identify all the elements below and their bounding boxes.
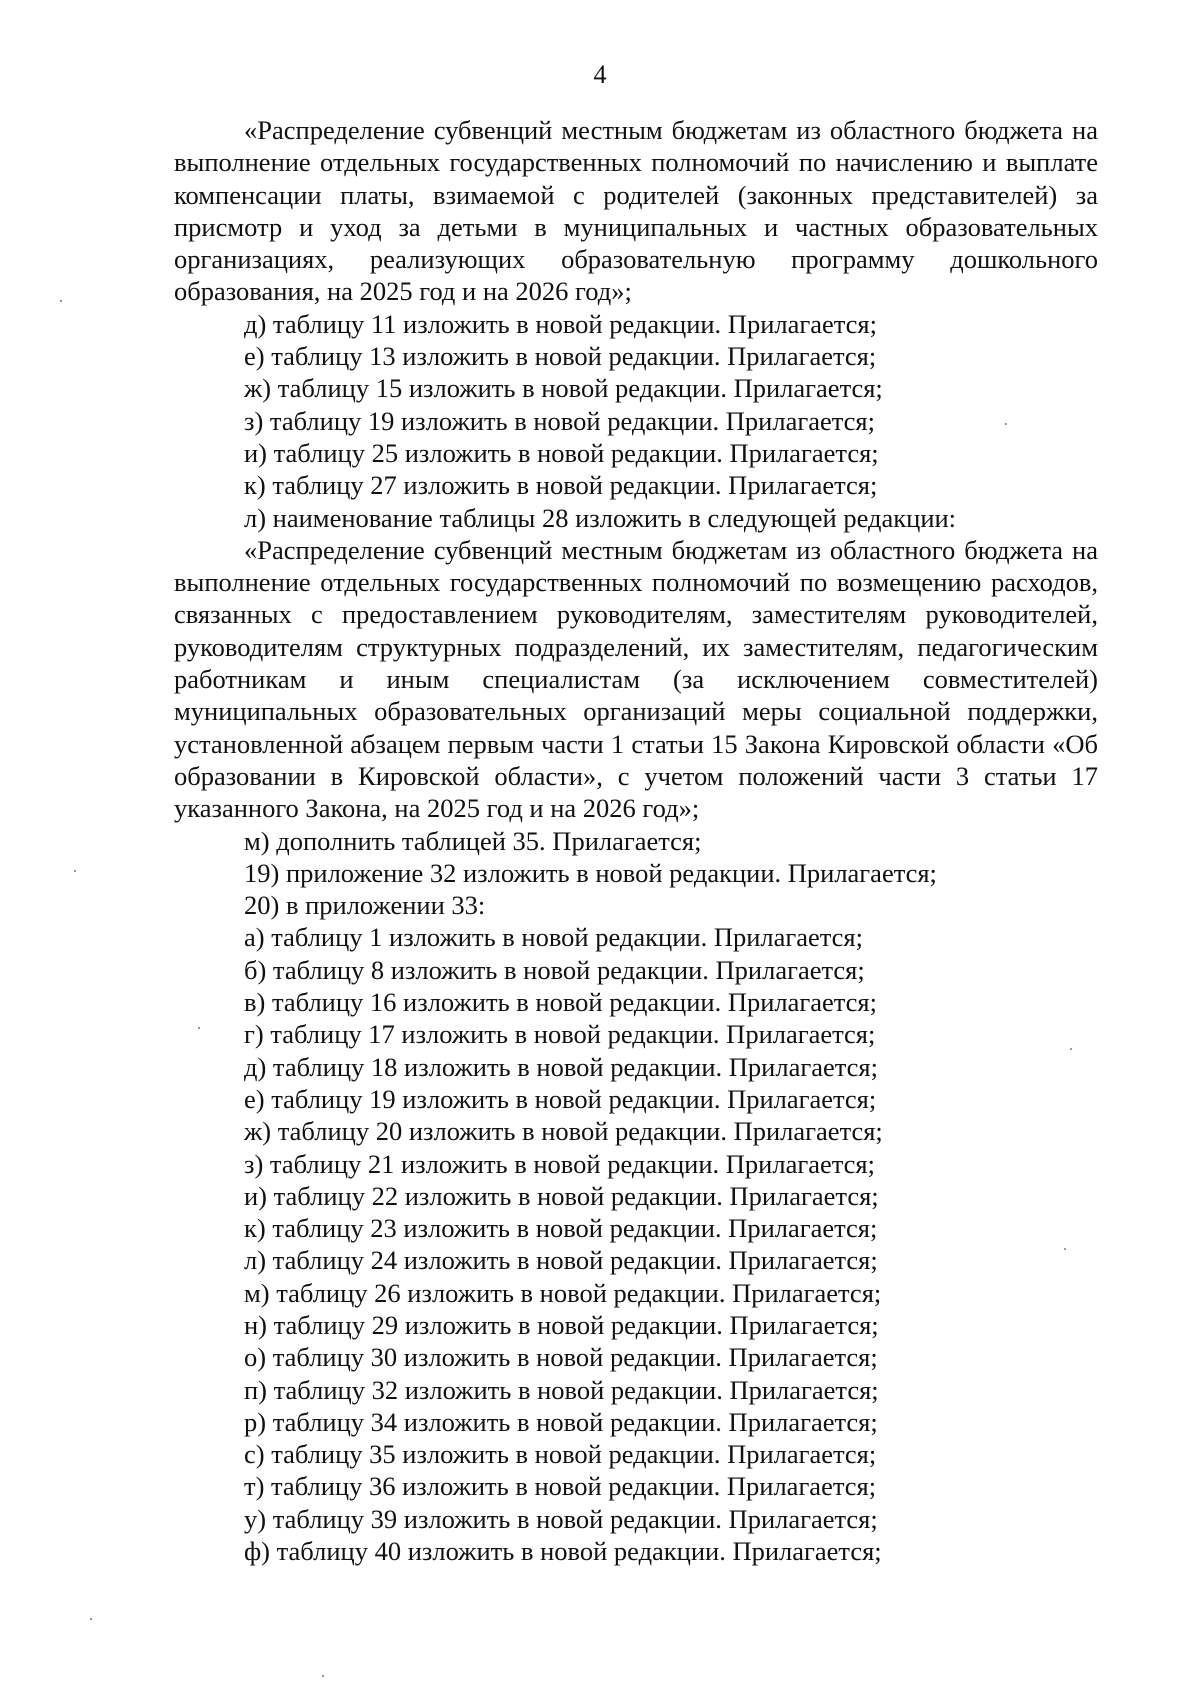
list-item: ж) таблицу 20 изложить в новой редакции. Прилагается; xyxy=(244,1116,883,1147)
list-item: н) таблицу 29 изложить в новой редакции. Прилагается; xyxy=(244,1309,879,1340)
list-item: а) таблицу 1 изложить в новой редакции. Прилагается; xyxy=(244,922,863,953)
list-item: к) таблицу 23 изложить в новой редакции. Прилагается; xyxy=(244,1213,878,1244)
list-item: б) таблицу 8 изложить в новой редакции. Прилагается; xyxy=(244,954,865,985)
list-item: ф) таблицу 40 изложить в новой редакции. Прилагается; xyxy=(244,1536,882,1567)
list-item: с) таблицу 35 изложить в новой редакции. Прилагается; xyxy=(244,1439,877,1470)
list-item: з) таблицу 21 изложить в новой редакции. Прилагается; xyxy=(244,1148,875,1179)
document-body xyxy=(174,114,1098,1567)
list-item: 19) приложение 32 изложить в новой редакции. Прилагается; xyxy=(244,857,937,888)
list-item: ж) таблицу 15 изложить в новой редакции. Прилагается; xyxy=(244,373,883,404)
list-item: и) таблицу 25 изложить в новой редакции. Прилагается; xyxy=(244,437,879,468)
list-item: з) таблицу 19 изложить в новой редакции. Прилагается; xyxy=(244,405,875,436)
scan-speck xyxy=(1070,1048,1072,1050)
scan-speck xyxy=(198,1027,200,1029)
scan-speck xyxy=(322,1675,324,1677)
scan-speck xyxy=(90,1618,92,1620)
amendment-list-2 xyxy=(174,825,1098,1568)
list-item: у) таблицу 39 изложить в новой редакции. Прилагается; xyxy=(244,1503,878,1534)
list-item: г) таблицу 17 изложить в новой редакции. Прилагается; xyxy=(244,1019,876,1050)
amendment-list-1 xyxy=(174,308,1098,534)
list-item: р) таблицу 34 изложить в новой редакции. Прилагается; xyxy=(244,1406,878,1437)
quoted-title-paragraph-1: «Распределение субвенций местным бюджетам из областного бюджета на выполнение отдельных государственных полномочий по начислению и выплате компенсации платы, взимаемой с родителей (законных представителей) за присмотр и уход за детьми в муниципальных и частных образовательных организациях, реализующих образовательную программу дошкольного образования, на 2025 год и на 2026 год»; xyxy=(174,115,1098,307)
scan-speck xyxy=(1064,1248,1066,1250)
list-item: п) таблицу 32 изложить в новой редакции. Прилагается; xyxy=(244,1374,879,1405)
list-item: м) таблицу 26 изложить в новой редакции. Прилагается; xyxy=(244,1277,882,1308)
list-item: д) таблицу 18 изложить в новой редакции. Прилагается; xyxy=(244,1051,878,1082)
list-item: е) таблицу 19 изложить в новой редакции. Прилагается; xyxy=(244,1083,877,1114)
list-item: л) таблицу 24 изложить в новой редакции. Прилагается; xyxy=(244,1245,878,1276)
list-item: к) таблицу 27 изложить в новой редакции. Прилагается; xyxy=(244,470,878,501)
list-item: л) наименование таблицы 28 изложить в следующей редакции: xyxy=(244,502,957,533)
scan-speck xyxy=(60,300,62,302)
page-number: 4 xyxy=(593,60,607,89)
list-item: м) дополнить таблицей 35. Прилагается; xyxy=(244,825,702,856)
list-item: о) таблицу 30 изложить в новой редакции. Прилагается; xyxy=(244,1342,878,1373)
scan-speck xyxy=(74,870,76,872)
scan-speck xyxy=(1005,423,1007,425)
quoted-title-paragraph-2: «Распределение субвенций местным бюджетам из областного бюджета на выполнение отдельных государственных полномочий по возмещению расходов, связанных с предоставлением руководителям, заместителям руководителей, руководителям структурных подразделений, их заместителям, педагогическим работникам и иным специалистам (за исключением совместителей) муниципальных образовательных организаций меры социальной поддержки, установленной абзацем первым части 1 статьи 15 Закона Кировской области «Об образовании в Кировской области», с учетом положений части 3 статьи 17 указанного Закона, на 2025 год и на 2026 год»; xyxy=(174,534,1098,824)
list-item: д) таблицу 11 изложить в новой редакции. Прилагается; xyxy=(244,308,877,339)
list-item: и) таблицу 22 изложить в новой редакции. Прилагается; xyxy=(244,1180,879,1211)
list-item: в) таблицу 16 изложить в новой редакции. Прилагается; xyxy=(244,987,877,1018)
list-item: е) таблицу 13 изложить в новой редакции. Прилагается; xyxy=(244,341,877,372)
list-item: 20) в приложении 33: xyxy=(244,890,486,921)
list-item: т) таблицу 36 изложить в новой редакции. Прилагается; xyxy=(244,1471,877,1502)
